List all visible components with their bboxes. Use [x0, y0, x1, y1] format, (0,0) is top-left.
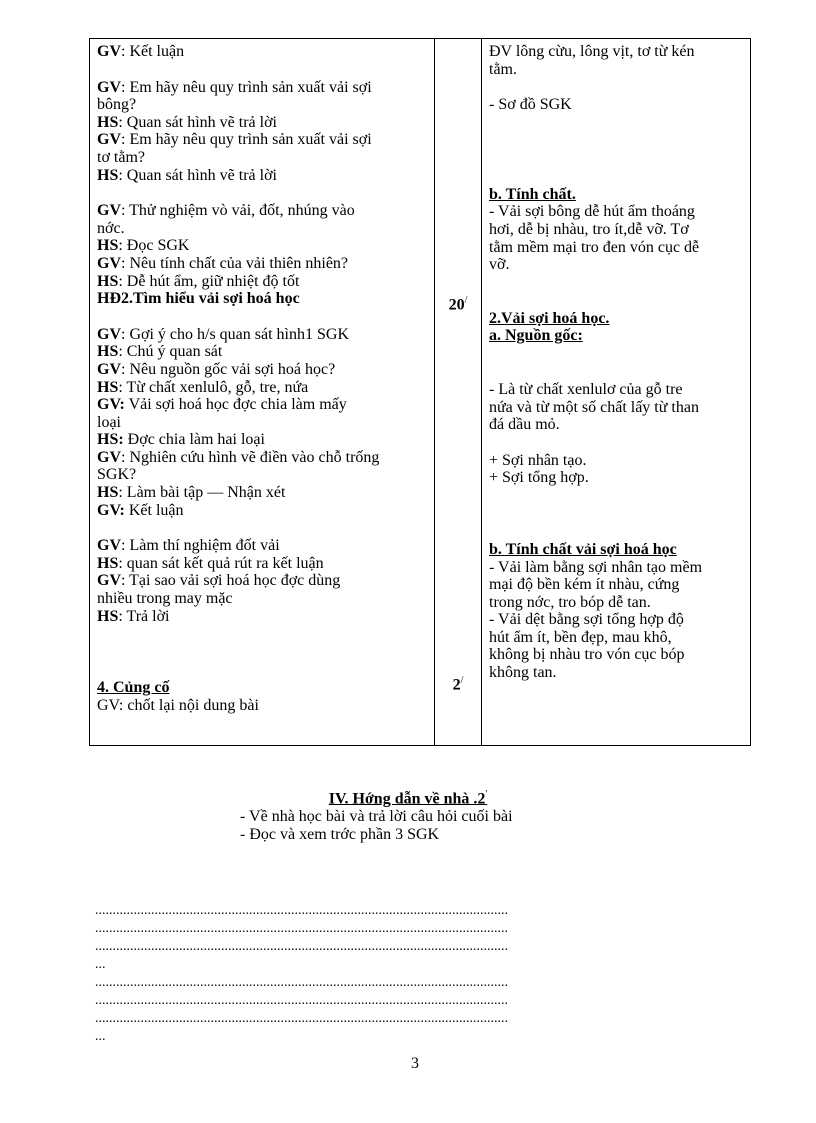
content-line [489, 611, 744, 629]
homework-title: IV. Hớng dẫn về nhà .2' [328, 789, 488, 808]
line-text: : Dễ hút ẩm, giữ nhiệt độ tốt [118, 272, 300, 290]
speaker-label: HS [97, 272, 119, 290]
underlined-heading: b. Tính chất. [489, 185, 576, 203]
line-text: : Tại sao vải sợi hoá học đợc dùng [121, 572, 341, 590]
underlined-heading: 2.Vải sợi hoá học. [489, 309, 610, 327]
blank-line [489, 132, 744, 150]
activity-line [97, 343, 428, 361]
line-text: - Vải làm bằng sợi nhân tạo mềm [489, 558, 703, 576]
homework-line: - Về nhà học bài và trả lời câu hỏi cuối bài [240, 808, 513, 826]
content-line [489, 256, 744, 274]
line-text: : Nêu tính chất của vải thiên nhiên? [121, 254, 349, 272]
content-line [489, 646, 744, 664]
notes-line: ...................................................................................................................... [95, 975, 508, 990]
activity-line [97, 96, 428, 114]
speaker-label: HS: [97, 431, 124, 449]
line-text: : Em hãy nêu quy trình sản xuất vải sợi [121, 78, 372, 96]
line-text: tằm. [489, 60, 517, 78]
line-text: - Sơ đồ SGK [489, 96, 572, 114]
line-text: : Nghiên cứu hình vẽ điền vào chỗ trống [121, 448, 380, 466]
speaker-label: HS [97, 607, 119, 625]
blank-line [489, 78, 744, 96]
page-number: 3 [411, 1055, 419, 1072]
line-text: : Làm bài tập — Nhận xét [118, 484, 286, 502]
content-line [489, 399, 744, 417]
activity-line [97, 237, 428, 255]
activity-line [97, 220, 428, 238]
activity-line [97, 131, 428, 149]
blank-line [489, 523, 744, 541]
line-text: không bị nhàu tro vón cục bóp [489, 646, 685, 664]
blank-line [97, 184, 428, 202]
blank-line [489, 505, 744, 523]
content-line [489, 664, 744, 682]
activity-line [97, 290, 428, 308]
line-text: + Sợi tổng hợp. [489, 469, 589, 487]
speaker-label: HS [97, 378, 119, 396]
notes-line: ...................................................................................................................... [95, 1011, 508, 1026]
lesson-table [89, 38, 751, 746]
time-mark-20: 20/ [448, 295, 468, 314]
blank-line [489, 487, 744, 505]
content-line [489, 221, 744, 239]
line-text: ĐV lông cừu, lông vịt, tơ từ kén [489, 43, 695, 60]
blank-line [97, 661, 428, 679]
speaker-label: GV: [97, 396, 125, 414]
activity-line [97, 255, 428, 273]
notes-line: ... [95, 957, 106, 972]
activity-line [97, 326, 428, 344]
blank-line [489, 274, 744, 292]
line-text: nớc. [97, 219, 125, 237]
line-text: : Kết luận [121, 43, 185, 60]
line-text: trong nớc, tro bóp dễ tan. [489, 593, 651, 611]
activity-line [97, 167, 428, 185]
activity-line [97, 149, 428, 167]
content-column [482, 39, 751, 746]
blank-line [489, 363, 744, 381]
line-text: hơi, dễ bị nhàu, tro ít,dễ vỡ. Tơ [489, 220, 689, 238]
line-text: : Chú ý quan sát [118, 343, 223, 361]
activity-line [97, 590, 428, 608]
notes-line: ...................................................................................................................... [95, 921, 508, 936]
activity-line [97, 361, 428, 379]
homework-line: - Đọc và xem trớc phần 3 SGK [240, 826, 440, 844]
activity-line [97, 379, 428, 397]
line-text: : Gợi ý cho h/s quan sát hình1 SGK [121, 325, 350, 343]
content-line [489, 541, 744, 559]
activities-column [90, 39, 435, 746]
activities-content [90, 39, 434, 714]
activity-line [97, 572, 428, 590]
blank-line [97, 519, 428, 537]
activity-line [97, 431, 428, 449]
activity-line [97, 43, 428, 61]
line-text: nứa và từ một số chất lấy từ than [489, 398, 699, 416]
activity-line [97, 555, 428, 573]
content-line [489, 629, 744, 647]
line-text: : Quan sát hình vẽ trả lời [118, 113, 277, 131]
line-text: - Vải sợi bông dễ hút ẩm thoáng [489, 203, 695, 221]
activity-line [97, 679, 428, 697]
speaker-label: GV [97, 448, 121, 466]
content-line [489, 469, 744, 487]
notes-line: ... [95, 1029, 106, 1044]
activity-line [97, 484, 428, 502]
blank-line [489, 168, 744, 186]
activity-line [97, 537, 428, 555]
content-line [489, 576, 744, 594]
line-text: : Em hãy nêu quy trình sản xuất vải sợi [121, 131, 372, 149]
speaker-label: GV [97, 131, 121, 149]
line-text: : Quan sát hình vẽ trả lời [118, 166, 277, 184]
line-text: Kết luận [124, 501, 184, 519]
line-text: : Nêu nguồn gốc vải sợi hoá học? [121, 360, 336, 378]
activity-line [97, 449, 428, 467]
activity-line [97, 79, 428, 97]
speaker-label: GV [97, 254, 121, 272]
speaker-label: GV: [97, 501, 125, 519]
underlined-heading: a. Nguồn gốc: [489, 327, 583, 345]
line-text: : Thử nghiệm vò vải, đốt, nhúng vào [121, 202, 355, 220]
line-text: SGK? [97, 466, 137, 484]
activity-line [97, 273, 428, 291]
activity-line [97, 697, 428, 715]
speaker-label: GV [97, 202, 121, 220]
line-text: - Vải dệt bằng sợi tổng hợp độ [489, 611, 684, 629]
content-line [489, 381, 744, 399]
content-body [482, 39, 750, 682]
speaker-label: HS [97, 166, 119, 184]
speaker-label: GV [97, 537, 121, 555]
activity-line [97, 414, 428, 432]
section-heading: HĐ2.Tìm hiểu vải sợi hoá học [97, 290, 300, 308]
line-text: vỡ. [489, 256, 510, 274]
line-text: tơ tằm? [97, 148, 145, 166]
content-line [489, 61, 744, 79]
notes-lines [95, 902, 508, 1046]
content-line [489, 594, 744, 612]
activity-line [97, 502, 428, 520]
homework-section [0, 786, 816, 844]
notes-line: ...................................................................................................................... [95, 993, 508, 1008]
line-text: Vải sợi hoá học đợc chia làm mấy [124, 396, 347, 414]
blank-line [489, 150, 744, 168]
time-mark-2: 2/ [452, 675, 464, 694]
speaker-label: HS [97, 343, 119, 361]
content-line [489, 310, 744, 328]
content-line [489, 327, 744, 345]
line-text: đá dầu mỏ. [489, 416, 560, 434]
line-text: loại [97, 413, 121, 431]
line-text: bông? [97, 96, 137, 114]
line-text: + Sợi nhân tạo. [489, 451, 587, 469]
line-text: Đợc chia làm hai loại [123, 431, 265, 449]
line-text: tằm mềm mại tro đen vón cục dễ [489, 238, 700, 256]
line-text: : Từ chất xenlulô, gỗ, tre, nứa [118, 378, 309, 396]
notes-line: ...................................................................................................................... [95, 939, 508, 954]
blank-line [489, 345, 744, 363]
underlined-heading: 4. Củng cố [97, 679, 170, 697]
content-line [489, 186, 744, 204]
line-text: hút ẩm ít, bền đẹp, mau khô, [489, 628, 672, 646]
activity-line [97, 396, 428, 414]
content-line [489, 452, 744, 470]
speaker-label: GV [97, 572, 121, 590]
underlined-heading: b. Tính chất vải sợi hoá học [489, 540, 677, 558]
speaker-label: GV [97, 325, 121, 343]
speaker-label: HS [97, 237, 119, 255]
blank-line [97, 308, 428, 326]
activity-line [97, 202, 428, 220]
activity-line [97, 466, 428, 484]
notes-line: ...................................................................................................................... [95, 903, 508, 918]
blank-line [97, 643, 428, 661]
speaker-label: HS [97, 554, 119, 572]
activity-line [97, 608, 428, 626]
line-text: : Làm thí nghiệm đốt vải [121, 537, 280, 555]
blank-line [489, 114, 744, 132]
blank-line [97, 625, 428, 643]
content-line [489, 239, 744, 257]
activity-line [97, 114, 428, 132]
speaker-label: HS [97, 484, 119, 502]
line-text: - Là từ chất xenlulơ của gỗ tre [489, 380, 683, 398]
line-text: mại độ bền kém ít nhàu, cứng [489, 576, 680, 594]
content-line [489, 96, 744, 114]
content-line [489, 203, 744, 221]
line-text: : Đọc SGK [118, 237, 190, 255]
line-text: GV: chốt lại nội dung bài [97, 696, 259, 714]
line-text: : Trả lời [118, 607, 170, 625]
content-line [489, 559, 744, 577]
blank-line [489, 292, 744, 310]
blank-line [97, 61, 428, 79]
speaker-label: GV [97, 360, 121, 378]
speaker-label: GV [97, 78, 121, 96]
speaker-label: HS [97, 113, 119, 131]
content-line [489, 416, 744, 434]
line-text: : quan sát kết quả rút ra kết luận [118, 554, 324, 572]
content-line [489, 43, 744, 61]
line-text: không tan. [489, 664, 557, 682]
line-text: nhiều trong may mặc [97, 590, 233, 608]
speaker-label: GV [97, 43, 121, 60]
blank-line [489, 434, 744, 452]
time-column [435, 39, 482, 746]
